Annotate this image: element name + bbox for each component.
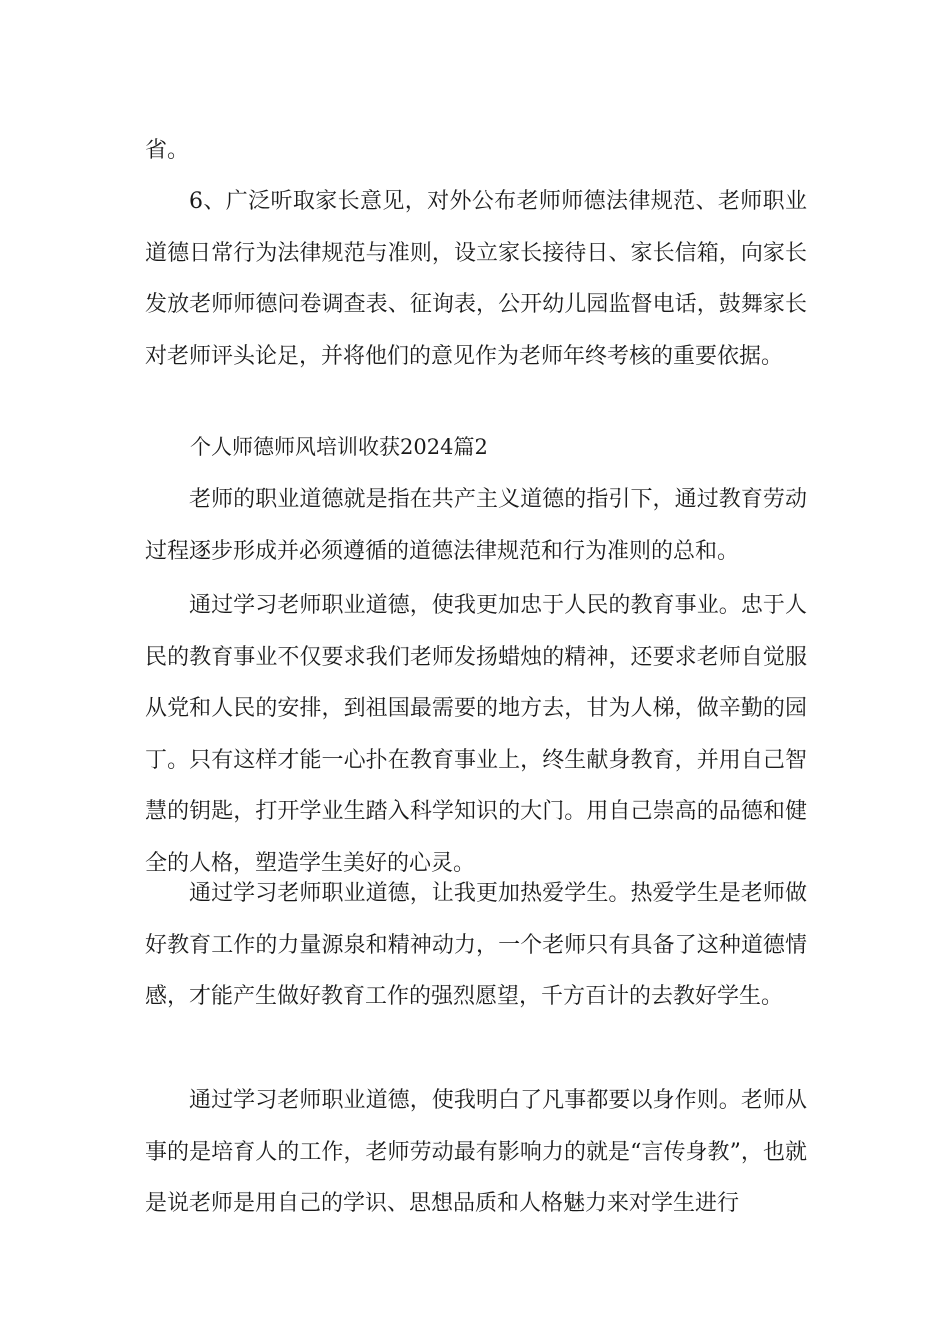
paragraph-definition: 老师的职业道德就是指在共产主义道德的指引下，通过教育劳动过程逐步形成并必须遵循的道德法律规范和行为准则的总和。 <box>145 487 807 564</box>
paragraph-item-6: 6、广泛听取家长意见，对外公布老师师德法律规范、老师职业道德日常行为法律规范与准则，设立家长接待日、家长信箱，向家长发放老师师德问卷调查表、征询表，公开幼儿园监督电话，鼓舞家长对老师评头论足，并将他们的意见作为老师年终考核的重要依据。 <box>145 189 807 369</box>
paragraph-lead-by-example: 通过学习老师职业道德，使我明白了凡事都要以身作则。老师从事的是培育人的工作，老师劳动最有影响力的就是“言传身教”，也就是说老师是用自己的学识、思想品质和人格魅力来对学生进行 <box>145 1088 807 1216</box>
paragraph-continuation: 省。 <box>145 138 190 163</box>
section-heading: 个人师德师风培训收获2024篇2 <box>190 435 488 459</box>
paragraph-love-students: 通过学习老师职业道德，让我更加热爱学生。热爱学生是老师做好教育工作的力量源泉和精神动力，一个老师只有具备了这种道德情感，才能产生做好教育工作的强烈愿望，千方百计的去教好学生。 <box>145 881 807 1009</box>
paragraph-loyalty: 通过学习老师职业道德，使我更加忠于人民的教育事业。忠于人民的教育事业不仅要求我们老师发扬蜡烛的精神，还要求老师自觉服从党和人民的安排，到祖国最需要的地方去，甘为人梯，做辛勤的园丁。只有这样才能一心扑在教育事业上，终生献身教育，并用自己智慧的钥匙，打开学业生踏入科学知识的大门。用自己崇高的品德和健全的人格，塑造学生美好的心灵。 <box>145 593 807 876</box>
